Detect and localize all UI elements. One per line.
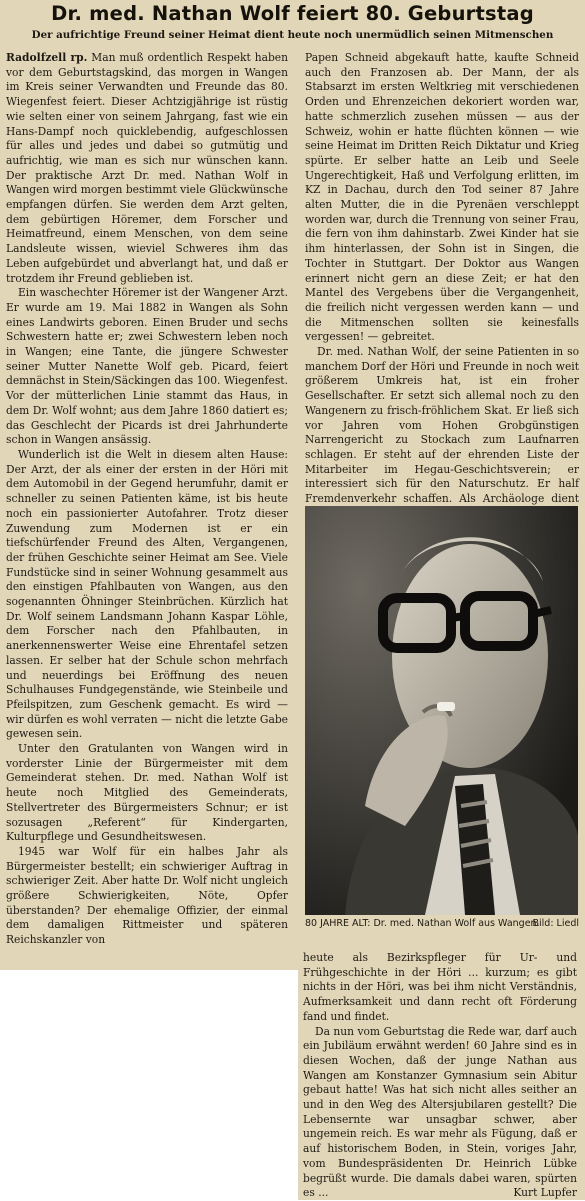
portrait-photo [305, 506, 578, 915]
paragraph-9 [303, 1025, 577, 1201]
paragraph-6: Papen Schneid abgekauft hatte, kaufte Schneid auch den Franzosen ab. Der Mann, der als Stabsarzt im ersten Weltkrieg mit verschiedenen Orden und Ehrenzeichen dekoriert worden war, hatte schmerzlich zusehen müssen — aus der Schweiz, wohin er hatte flüchten können — wie seine Heimat im Dritten Reich Diktatur und Krieg spürte. Er selber hatte an Leib und Seele Ungerechtigkeit, Haß und Verfolgung erlitten, im KZ in Dachau, durch den Tod seiner 87 Jahre alten Mutter, die in die Pyrenäen verschleppt worden war, durch die Trennung von seiner Frau, die fern von ihm dahinstarb. Zwei Kinder hat sie ihm hinterlassen, der Sohn ist in Singen, die Tochter in Stuttgart. Der Doktor aus Wangen erinnert nicht gern an diese Zeit; er hat den Mantel des Vergebens über die Vergangenheit, die freilich nicht vergessen werden kann — und die Mitmenschen sollten sie keinesfalls vergessen! — gebreitet. [305, 51, 579, 344]
author-signature: Kurt Lupfer [513, 1186, 577, 1200]
photo-credit: Bild: Liedl [532, 918, 579, 929]
paragraph-1 [6, 51, 288, 286]
caption-text: 80 JAHRE ALT: Dr. med. Nathan Wolf aus Wangen. [305, 918, 540, 929]
right-column-bottom [303, 951, 577, 1201]
paragraph-9-text: Da nun vom Geburtstag die Rede war, darf auch ein Jubiläum erwähnt werden! 60 Jahre sind es in diesen Wochen, daß der junge Nathan aus Wangen am Konstanzer Gymnasium sein Abitur gebaut hatte! Was hat sich nicht alles seither an und in den Weg des Altersjubilaren gestellt? Die Lebensernte war unsagbar schwer, aber ungemein reich. Es war mehr als Fügung, daß er auf historischem Boden, in Stein, voriges Jahr, vom Bundespräsidenten Dr. Heinrich Lübke begrüßt wurde. Die damals dabei waren, spürten es ... [303, 1024, 577, 1200]
paragraph-2: Ein waschechter Höremer ist der Wangener Arzt. Er wurde am 19. Mai 1882 in Wangen als Sohn eines Landwirts geboren. Einen Bruder und sechs Schwestern hatte er; zwei Schwestern leben noch in Wangen; eine Tante, die jüngere Schwester seiner Mutter Nanette Wolf geb. Picard, feiert demnächst in Stein/Säckingen das 100. Wiegenfest. Vor der mütterlichen Linie stammt das Haus, in dem Dr. Wolf wohnt; aus dem Jahre 1860 datiert es; das Geschlecht der Picards ist drei Jahrhunderte schon in Wangen ansässig. [6, 286, 288, 447]
paragraph-5: 1945 war Wolf für ein halbes Jahr als Bürgermeister bestellt; ein schwieriger Auftrag in schwieriger Zeit. Aber hatte Dr. Wolf nicht ungleich größere Schwierigkeiten, Nöte, Opfer überstanden? Der ehemalige Offizier, der einmal dem damaligen Rittmeister und späteren Reichskanzler von [6, 844, 288, 947]
paragraph-1-text: Man muß ordentlich Respekt haben vor dem Geburtstagskind, das morgen in Wangen im Kreis seiner Verwandten und Freunde das 80. Wiegenfest feiert. Dieser Achtzigjährige ist rüstig wie selten einer von seinem Jahrgang, fast wie ein Hans-Dampf noch quicklebendig, aufgeschlossen für alles und jedes und dabei so gutmütig und aufrichtig, wie man es sich nur wünschen kann. Der praktische Arzt Dr. med. Nathan Wolf in Wangen wird morgen bestimmt viele Glückwünsche empfangen dürfen. Sie werden dem Arzt gelten, dem gebürtigen Höremer, dem Forscher und Heimatfreund, einem Menschen, von dem seine Landsleute wissen, wieviel Schweres ihm das Leben aufgebürdet und abverlangt hat, und daß er trotzdem ihr Freund geblieben ist. [6, 51, 288, 285]
paragraph-3: Wunderlich ist die Welt in diesem alten Hause: Der Arzt, der als einer der ersten in der Höri mit dem Automobil in der Gegend herumfuhr, damit er schneller zu seinen Patienten käme, ist bis heute noch ein passionierter Autofahrer. Trotz dieser Zuwendung zum Modernen ist er ein tiefschürfender Freund des Alten, Vergangenen, der frühen Geschichte seiner Heimat am See. Viele Fundstücke sind in seiner Wohnung gesammelt aus den einstigen Pfahlbauten von Wangen, aus den sogenannten Öhninger Steinbrüchen. Kürzlich hat Dr. Wolf seinem Landsmann Johann Kaspar Löhle, dem Forscher nach den Pfahlbauten, in anerkennenswerter Weise eine Ehrentafel setzen lassen. Er selber hat der Schule schon mehrfach und neuerdings bei Eröffnung des neuen Schulhauses Fundgegenstände, wie Steinbeile und Pfeilspitzen, zum Geschenk gemacht. Es wird — wir dürfen es wohl verraten — nicht die letzte Gabe gewesen sein. [6, 447, 288, 741]
photo-caption [305, 918, 579, 930]
paragraph-4: Unter den Gratulanten von Wangen wird in vorderster Linie der Bürgermeister mit dem Gemeinderat stehen. Dr. med. Nathan Wolf ist heute noch Mitglied des Gemeinderats, Stellvertreter des Bürgermeisters Schnur; er ist sozusagen „Referent“ für Kindergarten, Kulturpflege und Gesundheitswesen. [6, 742, 288, 844]
headline: Dr. med. Nathan Wolf feiert 80. Geburtstag [51, 2, 534, 25]
subheadline: Der aufrichtige Freund seiner Heimat dient heute noch unermüdlich seinen Mitmenschen [31, 29, 554, 41]
right-column-top [305, 51, 579, 522]
portrait-illustration [305, 506, 578, 915]
paragraph-7: Dr. med. Nathan Wolf, der seine Patienten in so manchem Dorf der Höri und Freunde in noch weit größerem Umkreis hat, ist ein froher Gesellschafter. Er setzt sich allemal noch zu den Wangenern zu frisch-fröhlichem Skat. Er ließ sich vor Jahren vom Hohen Grobgünstigen Narrengericht zu Stockach zum Laufnarren schlagen. Er steht auf der ehrenden Liste der Mitarbeiter im Hegau-Geschichtsverein; er interessiert sich für den Naturschutz. Er half Fremdenverkehr schaffen. Als Archäologe dient [305, 345, 579, 506]
dateline: Radolfzell rp. [6, 51, 88, 64]
left-column [6, 51, 288, 948]
paragraph-8: heute als Bezirkspfleger für Ur- und Frühgeschichte in der Höri ... kurzum; es gibt nichts in der Höri, was bei ihm nicht Verständnis, Aufmerksamkeit und dann recht oft Förderung fand und findet. [303, 951, 577, 1023]
